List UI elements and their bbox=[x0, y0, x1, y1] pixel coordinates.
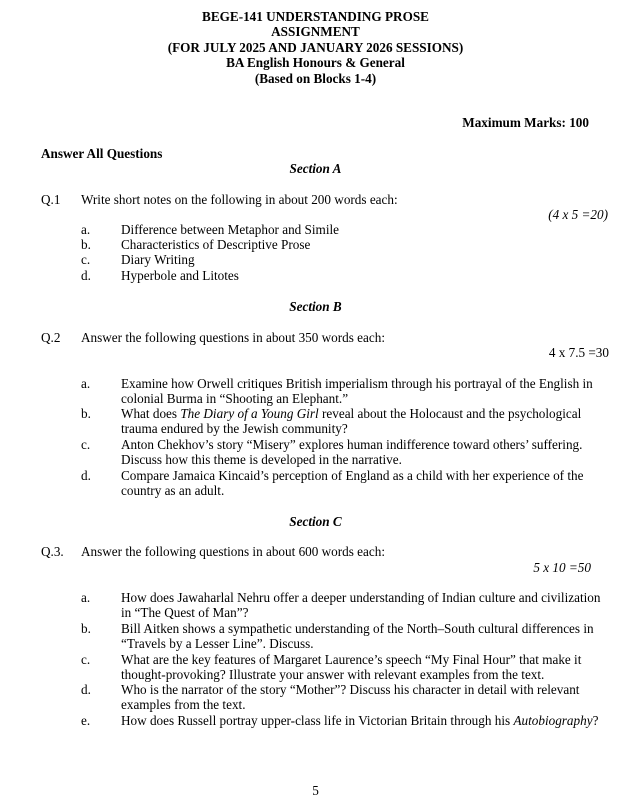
book-title: Autobiography bbox=[513, 713, 593, 728]
item-text: Difference between Metaphor and Simile bbox=[121, 222, 339, 237]
item-text-pre: How does Russell portray upper-class life in Victorian Britain through his bbox=[121, 713, 514, 728]
course-title: BEGE-141 UNDERSTANDING PROSE bbox=[202, 9, 429, 24]
item-letter: e. bbox=[81, 713, 91, 728]
list-item bbox=[0, 376, 631, 407]
item-letter: c. bbox=[81, 652, 91, 667]
item-text: Examine how Orwell critiques British imperialism through his portrayal of the English in colonial Burma in “Shooting an Elephant.” bbox=[121, 376, 593, 407]
q2-number: Q.2 bbox=[41, 330, 61, 345]
q1-question: Write short notes on the following in about 200 words each: bbox=[81, 192, 398, 207]
sessions-line: (FOR JULY 2025 AND JANUARY 2026 SESSIONS) bbox=[167, 40, 464, 55]
item-text: What are the key features of Margaret Laurence’s speech “My Final Hour” that make it thought-provoking? Illustrate your answer with relevant examples from the text. bbox=[121, 652, 582, 683]
item-letter: d. bbox=[81, 682, 91, 697]
list-item bbox=[0, 621, 631, 652]
list-item bbox=[0, 713, 631, 729]
item-text: Hyperbole and Litotes bbox=[121, 268, 239, 283]
page-number: 5 bbox=[312, 783, 319, 798]
list-item bbox=[0, 652, 631, 683]
list-item bbox=[0, 437, 631, 468]
blocks-line: (Based on Blocks 1-4) bbox=[254, 71, 377, 86]
instruction: Answer All Questions bbox=[41, 146, 163, 161]
item-text bbox=[121, 406, 611, 437]
item-letter: a. bbox=[81, 590, 91, 605]
item-letter: b. bbox=[81, 621, 91, 636]
item-letter: c. bbox=[81, 252, 91, 267]
q2-question: Answer the following questions in about 350 words each: bbox=[81, 330, 385, 345]
item-letter: b. bbox=[81, 237, 91, 252]
list-item bbox=[0, 252, 631, 268]
item-text: Who is the narrator of the story “Mother”? Discuss his character in detail with relevant examples from the text. bbox=[121, 682, 580, 713]
section-c-title: Section C bbox=[289, 514, 342, 529]
list-item bbox=[0, 590, 631, 621]
item-text: How does Jawaharlal Nehru offer a deeper understanding of Indian culture and civilization in “The Quest of Man”? bbox=[121, 590, 601, 621]
item-text: Compare Jamaica Kincaid’s perception of England as a child with her experience of the country as an adult. bbox=[121, 468, 584, 499]
item-text-post: reveal about the Holocaust and the psychological trauma endured by the Jewish community? bbox=[121, 406, 582, 437]
item-letter: a. bbox=[81, 222, 91, 237]
q3-question: Answer the following questions in about 600 words each: bbox=[81, 544, 385, 559]
list-item bbox=[0, 468, 631, 499]
item-text: Anton Chekhov’s story “Misery” explores human indifference toward others’ suffering. Discuss how this theme is developed in the narrative. bbox=[121, 437, 583, 468]
item-text: Diary Writing bbox=[121, 252, 195, 267]
list-item bbox=[0, 406, 631, 437]
section-a-title: Section A bbox=[289, 161, 342, 176]
item-text-post: ? bbox=[592, 713, 599, 728]
item-text: Bill Aitken shows a sympathetic understanding of the North–South cultural differences in “Travels by a Lesser Line”. Discuss. bbox=[121, 621, 594, 652]
document-type: ASSIGNMENT bbox=[271, 24, 360, 39]
list-item bbox=[0, 268, 631, 284]
item-letter: d. bbox=[81, 268, 91, 283]
item-letter: b. bbox=[81, 406, 91, 421]
item-letter: a. bbox=[81, 376, 91, 391]
q3-number: Q.3. bbox=[41, 544, 64, 559]
list-item bbox=[0, 237, 631, 253]
item-text-pre: What does bbox=[121, 406, 181, 421]
programme-line: BA English Honours & General bbox=[226, 55, 405, 70]
q1-number: Q.1 bbox=[41, 192, 61, 207]
book-title: The Diary of a Young Girl bbox=[180, 406, 319, 421]
maximum-marks: Maximum Marks: 100 bbox=[462, 115, 589, 130]
item-letter: d. bbox=[81, 468, 91, 483]
item-text bbox=[121, 713, 621, 728]
list-item bbox=[0, 222, 631, 238]
item-text: Characteristics of Descriptive Prose bbox=[121, 237, 311, 252]
q1-marks: (4 x 5 =20) bbox=[548, 207, 608, 222]
list-item bbox=[0, 682, 631, 713]
item-letter: c. bbox=[81, 437, 91, 452]
q2-marks: 4 x 7.5 =30 bbox=[548, 345, 609, 360]
section-b-title: Section B bbox=[289, 299, 342, 314]
q3-marks: 5 x 10 =50 bbox=[533, 560, 591, 575]
